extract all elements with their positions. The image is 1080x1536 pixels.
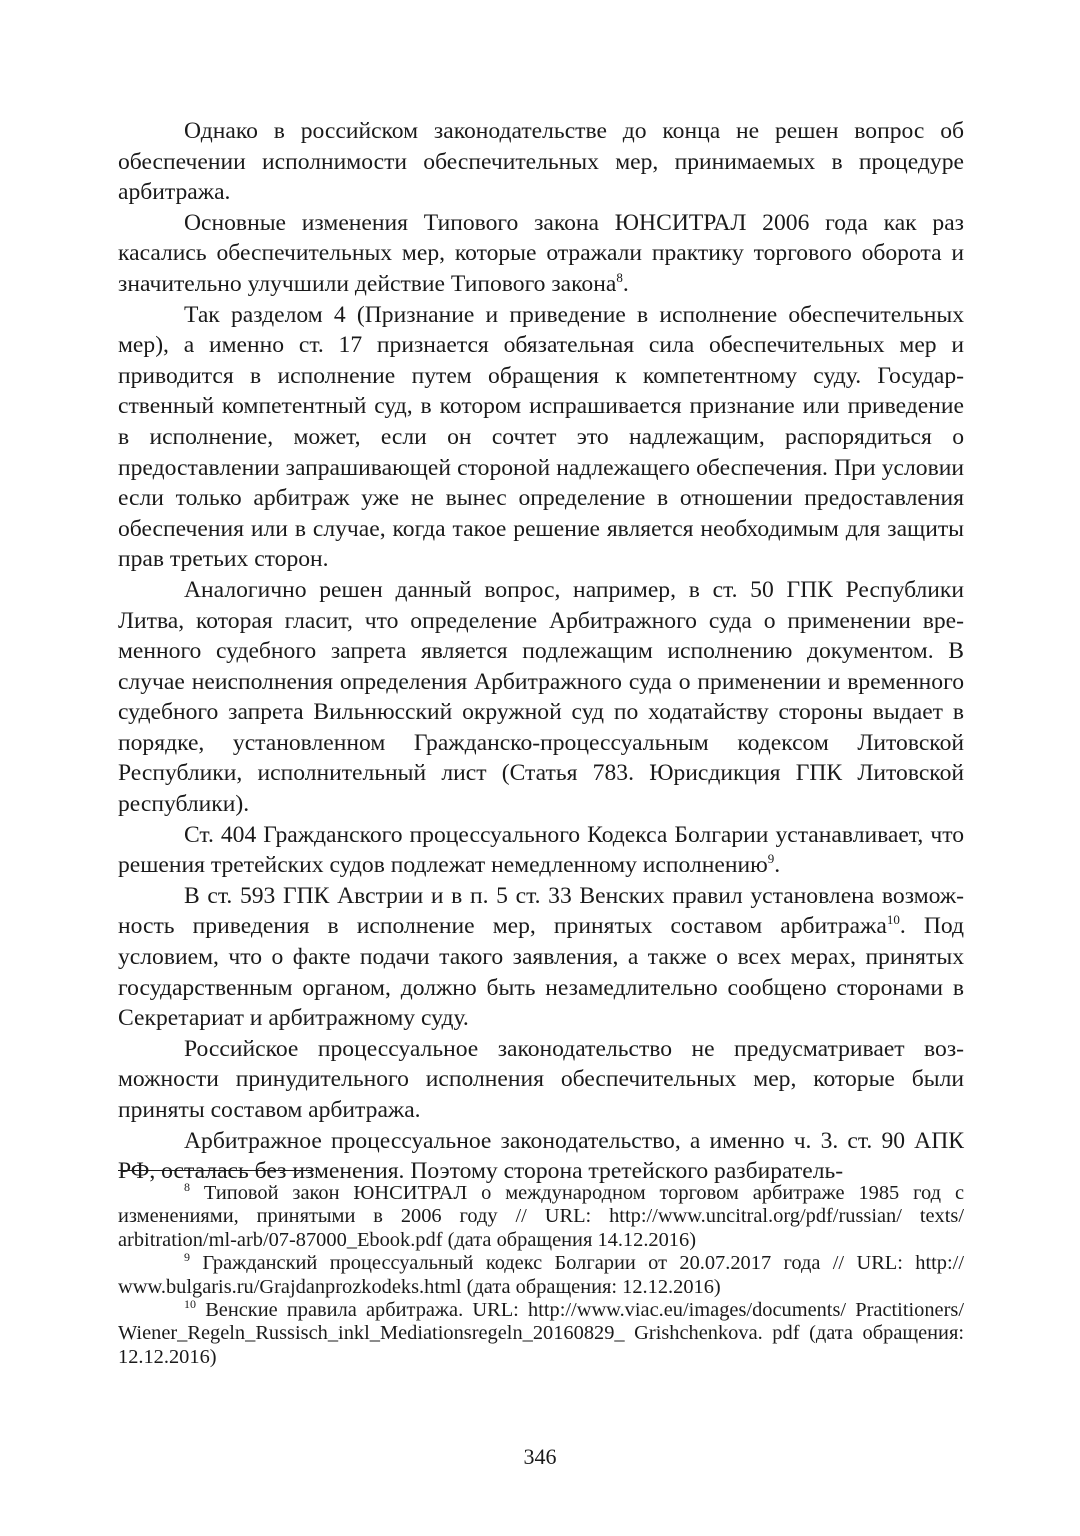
paragraph: В ст. 593 ГПК Австрии и в п. 5 ст. 33 Венских правил установлена возможность приведения в исполнение мер, принятых составом арбитража$^{10}$. Под условием, что о факте подачи такого заявления, а также о всех мерах, принятых государственным органом, должно быть незамедлительно сообщено сторонами в Секретариат и арбитражному суду. [118, 882, 964, 1032]
footnote-separator [118, 1170, 314, 1171]
footnote-ref[interactable]: 10 [886, 912, 900, 928]
paragraph: Российское процессуальное законодательство не предусматривает возможности принудительного исполнения обеспечительных мер, которые были приняты составом арбитража. [118, 1035, 964, 1123]
footnote-ref[interactable]: 8 [616, 270, 623, 286]
paragraph: Так разделом 4 (Признание и приведение в исполнение обеспечительных мер), а именно ст. 17 признается обязательная сила обеспечительных мер и приводится в исполнение путем обращения к компетентному суду. Государственный компетентный суд, в котором испрашивается признание или приведение в исполнение, может, если он сочтет это надлежащим, распорядиться о предоставлении запрашивающей стороной надлежащего обеспечения. При условии если только арбитраж уже не вынес определение в отношении предоставления обеспечения или в случае, когда такое решение является необходимым для защиты прав третьих сторон. [118, 301, 964, 573]
footnote: $^9$ Гражданский процессуальный кодекс Болгарии от 20.07.2017 года // URL: http:// www.bulgaris.ru/Grajdanprozkodeks.html (дата обращения: 12.12.2016) [118, 1250, 964, 1298]
paragraph: Аналогично решен данный вопрос, например, в ст. 50 ГПК Республики Литва, которая гласит, что определение Арбитражного суда о применении временного судебного запрета является подлежащим исполнению документом. В случае неисполнения определения Арбитражного суда о применении и временного судебного запрета Вильнюсский окружной суд по ходатайству стороны выдает в порядке, установленном Гражданско-процессуальным кодексом Литовской Республики, исполнительный лист (Статья 783. Юрисдикция ГПК Литовской республики). [118, 576, 964, 818]
paragraph: Однако в российском законодательстве до конца не решен вопрос об обеспечении исполнимости обеспечительных мер, принимаемых в процедуре арбитража. [118, 118, 964, 206]
footnote: $^8$ Типовой закон ЮНСИТРАЛ о международном торговом арбитраже 1985 год с изменениями, принятыми в 2006 году // URL: http://www.uncitral.org/pdf/russian/ texts/ arbitration/ml-arb/07-87000_Ebook.pdf (дата обращения 14.12.2016) [118, 1180, 964, 1251]
footnote: $^{10}$ Венские правила арбитража. URL: http://www.viac.eu/images/documents/ Practitioners/ Wiener_Regeln_Russisch_inkl_Mediationsregeln_20160829_ Grishchenkova. pdf (дата обращения: 12.12.2016) [118, 1297, 964, 1368]
paragraph: Основные изменения Типового закона ЮНСИТРАЛ 2006 года как раз касались обеспечительных мер, которые отражали практику торгового оборота и значительно улучшили действие Типового закона$^8$. [118, 209, 964, 297]
page-number: 346 [523, 1444, 557, 1469]
footnote-number: 9 [184, 1250, 190, 1265]
footnote-number: 10 [184, 1297, 196, 1312]
footnote-number: 8 [184, 1180, 190, 1195]
body-text [118, 116, 964, 1187]
paragraph: Ст. 404 Гражданского процессуального Кодекса Болгарии устанавливает, что решения третейских судов подлежат немедленному исполнению$^9$. [118, 821, 964, 879]
footnote-ref[interactable]: 9 [767, 851, 775, 867]
paragraph: Арбитражное процессуальное законодательство, а именно ч. 3. ст. 90 АПК РФ, осталась без изменения. Поэтому сторона третейского разбиратель- [118, 1127, 964, 1185]
footnotes [118, 1182, 964, 1369]
